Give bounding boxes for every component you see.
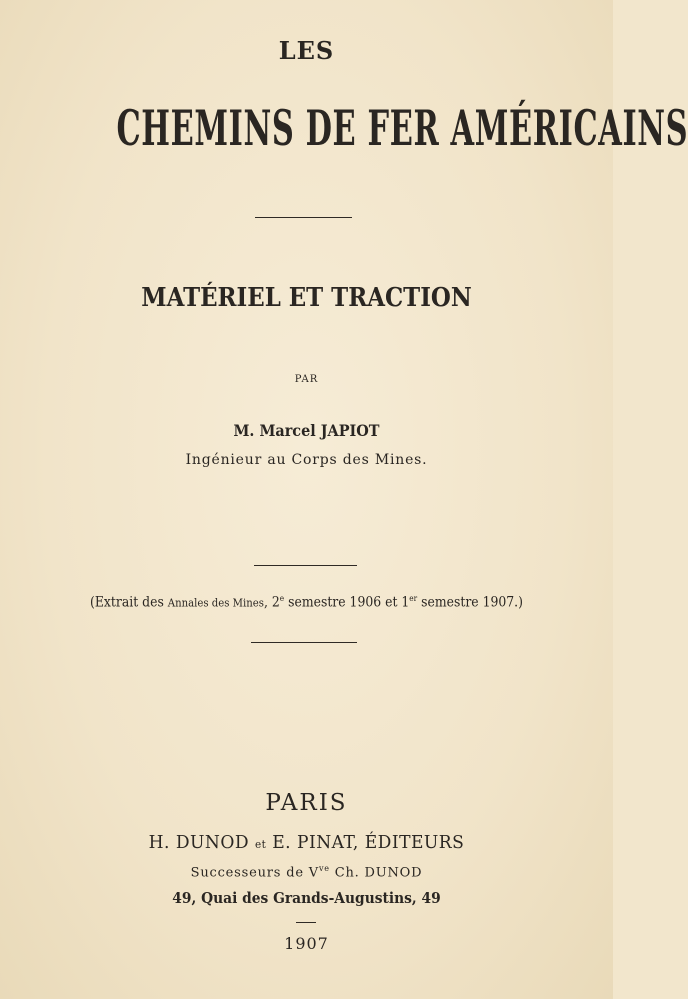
successors-name: Ch. DUNOD — [329, 865, 423, 881]
title-prefix: LES — [278, 36, 335, 65]
publisher-city: PARIS — [265, 790, 348, 816]
successors-text: Successeurs de V — [190, 865, 319, 881]
extract-note-mid: semestre 1906 et 1 — [284, 594, 410, 611]
subtitle: MATÉRIEL ET TRACTION — [141, 283, 472, 313]
publisher-names — [15, 832, 597, 853]
main-title: CHEMINS DE FER AMÉRICAINS — [116, 99, 688, 157]
extract-note-annales: Annales des Mines — [167, 596, 264, 610]
divider-rule — [254, 565, 357, 566]
extract-note-open: (Extrait des — [90, 594, 168, 611]
successors-sup: ve — [318, 864, 330, 873]
divider-rule — [251, 642, 357, 643]
extract-note — [25, 594, 589, 611]
divider-rule — [255, 217, 352, 218]
extract-note-close: semestre 1907.) — [417, 594, 523, 611]
by-label: PAR — [294, 374, 319, 385]
publisher-successors — [0, 864, 613, 881]
extract-note-sup-er: er — [409, 594, 418, 603]
author-name: M. Marcel JAPIOT — [233, 421, 380, 440]
publisher-names-part1: H. DUNOD — [148, 832, 255, 853]
publication-year: 1907 — [284, 934, 329, 953]
publisher-names-et: et — [254, 838, 267, 851]
author-role: Ingénieur au Corps des Mines. — [185, 452, 428, 468]
divider-rule — [296, 922, 316, 923]
extract-note-sup-e: e — [279, 594, 285, 603]
publisher-address: 49, Quai des Grands-Augustins, 49 — [172, 889, 441, 907]
publisher-names-part2: E. PINAT, ÉDITEURS — [266, 832, 465, 853]
extract-note-after-annales: , 2 — [263, 594, 280, 611]
